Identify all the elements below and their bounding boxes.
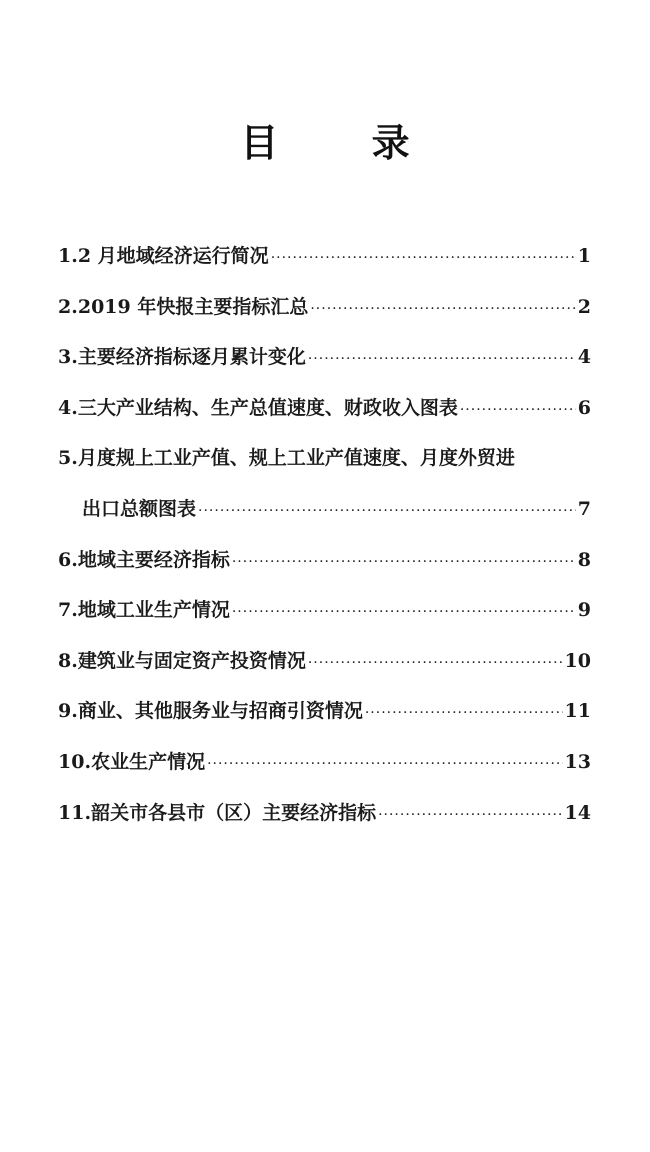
toc-entry-7[interactable] [58, 591, 591, 642]
toc-page-number: 2 [577, 295, 591, 318]
dot-leader [378, 796, 562, 834]
toc-title: 2019 年快报主要指标汇总 [77, 295, 309, 318]
toc-title: 主要经济指标逐月累计变化 [77, 346, 306, 369]
toc-entry-5[interactable] [58, 439, 591, 540]
dot-leader [365, 694, 563, 732]
toc-page-number: 13 [564, 750, 591, 773]
toc-page-number: 11 [564, 700, 591, 723]
toc-number: 1. [58, 245, 78, 267]
toc-page-number: 4 [577, 346, 591, 369]
toc-entry-4[interactable] [58, 389, 591, 440]
dot-leader [308, 340, 576, 378]
toc-entry-8[interactable] [58, 642, 591, 693]
toc-entry-10[interactable] [58, 743, 591, 794]
toc-page-number: 10 [564, 649, 591, 672]
dot-leader [198, 492, 576, 530]
toc-title: 农业生产情况 [91, 750, 206, 773]
toc-number: 11. [58, 801, 92, 824]
toc-entry-9[interactable] [58, 692, 591, 743]
toc-page-number: 1 [577, 245, 591, 267]
toc-page-number: 8 [577, 548, 591, 571]
toc-title: 三大产业结构、生产总值速度、财政收入图表 [77, 396, 458, 419]
dot-leader [310, 290, 575, 328]
toc-number: 5. [58, 447, 78, 470]
toc-title: 韶关市各县市（区）主要经济指标 [91, 801, 377, 824]
dot-leader [232, 593, 576, 631]
toc-title: 月度规上工业产值、规上工业产值速度、月度外贸进 [77, 447, 515, 470]
toc-entry-line [58, 490, 591, 541]
dot-leader [207, 745, 562, 783]
toc-page-number: 14 [564, 801, 591, 824]
toc-number: 2. [58, 295, 78, 318]
toc-number: 9. [58, 700, 78, 723]
toc-title: 地域工业生产情况 [77, 599, 230, 622]
dot-leader [271, 239, 576, 277]
toc-title-continued: 出口总额图表 [82, 497, 197, 520]
toc-page-number: 9 [577, 599, 591, 622]
toc-entry-6[interactable] [58, 541, 591, 592]
toc-page-number: 6 [577, 396, 591, 419]
toc-entry-11[interactable] [58, 794, 591, 845]
toc-number: 6. [58, 548, 78, 571]
toc-title: 2 月地域经济运行简况 [77, 245, 269, 267]
toc-title: 地域主要经济指标 [77, 548, 230, 571]
toc-entry-line [58, 439, 591, 490]
toc-title: 建筑业与固定资产投资情况 [77, 649, 306, 672]
toc-number: 3. [58, 346, 78, 369]
dot-leader [460, 391, 576, 429]
toc-number: 7. [58, 599, 78, 622]
toc-entry-1[interactable] [58, 237, 591, 288]
toc-entry-3[interactable] [58, 338, 591, 389]
toc-entry-2[interactable] [58, 288, 591, 339]
page-title: 目 录 [240, 120, 450, 165]
dot-leader [232, 543, 576, 581]
toc-title: 商业、其他服务业与招商引资情况 [77, 700, 363, 723]
toc-list [58, 237, 591, 844]
toc-number: 4. [58, 396, 78, 419]
toc-number: 10. [58, 750, 92, 773]
dot-leader [308, 644, 563, 682]
toc-number: 8. [58, 649, 78, 672]
toc-page-number: 7 [577, 497, 591, 520]
